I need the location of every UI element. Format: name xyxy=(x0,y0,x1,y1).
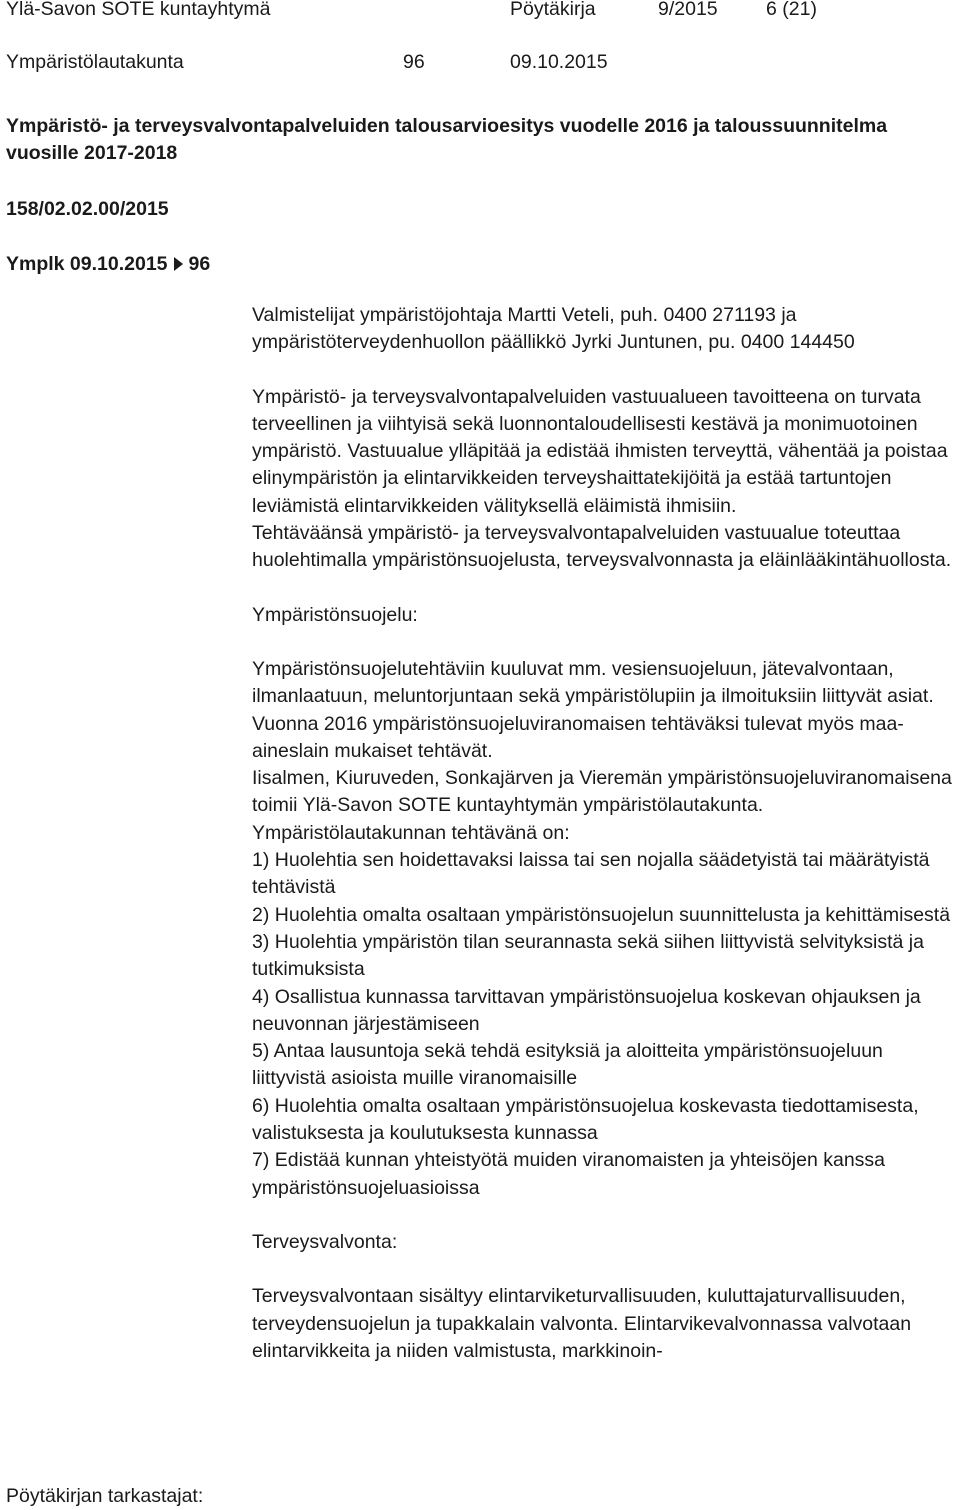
health-paragraph: Terveysvalvontaan sisältyy elintarviketurvallisuuden, kuluttajaturvallisuuden, terveydensuojelun ja tupakkalain valvonta. Elintarvikevalvonnassa valvotaan elintarvikkeita ja niiden valmistusta, markkinoin- xyxy=(252,1285,912,1362)
meeting-ref-number: 96 xyxy=(188,253,211,275)
env-paragraph: Ympäristönsuojelutehtäviin kuuluvat mm. vesiensuojeluun, jätevalvontaan, ilmanlaatuun, meluntorjuntaan sekä ympäristölupiin ja ilmoituksiin liittyvät asiat. Vuonna 2016 ympäristönsuojeluviranomaisen tehtäväksi tulevat myös maa-aineslain mukaiset tehtävät. xyxy=(252,657,934,762)
meeting-ref xyxy=(6,251,210,278)
goal-paragraph: Ympäristö- ja terveysvalvontapalveluiden vastuualueen tavoitteena on turvata terveellinen ja viihtyisä sekä luonnontaloudellisesti kestävä ja monimuotoinen ympäristö. Vastuualue ylläpitää ja edistää ihmisten terveyttä, vähentää ja poistaa elinympäristön ja elintarvikkeiden terveyshaittatekijöitä ja estää tartuntojen leviämistä elintarvikkeiden välityksellä eläimistä ihmisiin. xyxy=(252,385,948,517)
record-id: 158/02.02.00/2015 xyxy=(6,198,169,220)
duty-item: 5) Antaa lausuntoja sekä tehdä esityksiä ja aloitteita ympäristönsuojeluun liittyvistä asioista muille viranomaisille xyxy=(252,1040,883,1090)
page-header xyxy=(6,0,956,73)
document-title: Ympäristö- ja terveysvalvontapalveluiden talousarvioesitys vuodelle 2016 ja taloussuunnitelma vuosille 2017-2018 xyxy=(6,115,888,165)
tasks-paragraph: Tehtäväänsä ympäristö- ja terveysvalvontapalveluiden vastuualue toteuttaa huolehtimalla ympäristönsuojelusta, terveysvalvonnasta ja eläinlääkintähuollosta. xyxy=(252,522,952,572)
doc-type: Pöytäkirja xyxy=(510,0,596,20)
duty-item: 1) Huolehtia sen hoidettavaksi laissa tai sen nojalla säädetyistä tai määrätyistä tehtävistä xyxy=(252,849,930,899)
env-heading: Ympäristönsuojelu: xyxy=(252,603,418,626)
page-number: 6 (21) xyxy=(766,0,817,20)
duty-item: 7) Edistää kunnan yhteistyötä muiden viranomaisten ja yhteisöjen kanssa ympäristönsuojeluasioissa xyxy=(252,1149,886,1199)
board-name: Ympäristölautakunta xyxy=(6,51,184,73)
document-body xyxy=(252,302,952,1365)
org-name: Ylä-Savon SOTE kuntayhtymä xyxy=(6,0,271,20)
footer-inspectors-label: Pöytäkirjan tarkastajat: xyxy=(6,1485,204,1507)
duty-item: 3) Huolehtia ympäristön tilan seurannasta sekä siihen liittyvistä selvityksistä ja tutkimuksista xyxy=(252,930,924,981)
duty-item: 2) Huolehtia omalta osaltaan ympäristönsuojelun suunnittelusta ja kehittämisestä xyxy=(252,903,951,926)
meeting-ref-label: Ymplk 09.10.2015 xyxy=(6,253,168,275)
duty-item: 6) Huolehtia omalta osaltaan ympäristönsuojelua koskevasta tiedottamisesta, valistuksesta ja koulutuksesta kunnassa xyxy=(252,1094,919,1145)
health-heading: Terveysvalvonta: xyxy=(252,1230,398,1253)
arrow-right-icon xyxy=(174,257,183,271)
duty-item: 4) Osallistua kunnassa tarvittavan ympäristönsuojelua koskevan ohjauksen ja neuvonnan järjestämiseen xyxy=(252,985,921,1035)
meeting-date: 09.10.2015 xyxy=(510,51,608,73)
doc-number: 9/2015 xyxy=(658,0,718,20)
section-number: 96 xyxy=(403,51,425,73)
env-authority-paragraph: Iisalmen, Kiuruveden, Sonkajärven ja Vieremän ympäristönsuojeluviranomaisena toimii Ylä-Savon SOTE kuntayhtymän ympäristölautakunta. Ympäristölautakunnan tehtävänä on: xyxy=(252,767,952,844)
preparers-paragraph: Valmistelijat ympäristöjohtaja Martti Veteli, puh. 0400 271193 ja ympäristöterveydenhuollon päällikkö Jyrki Juntunen, pu. 0400 144450 xyxy=(252,304,855,354)
